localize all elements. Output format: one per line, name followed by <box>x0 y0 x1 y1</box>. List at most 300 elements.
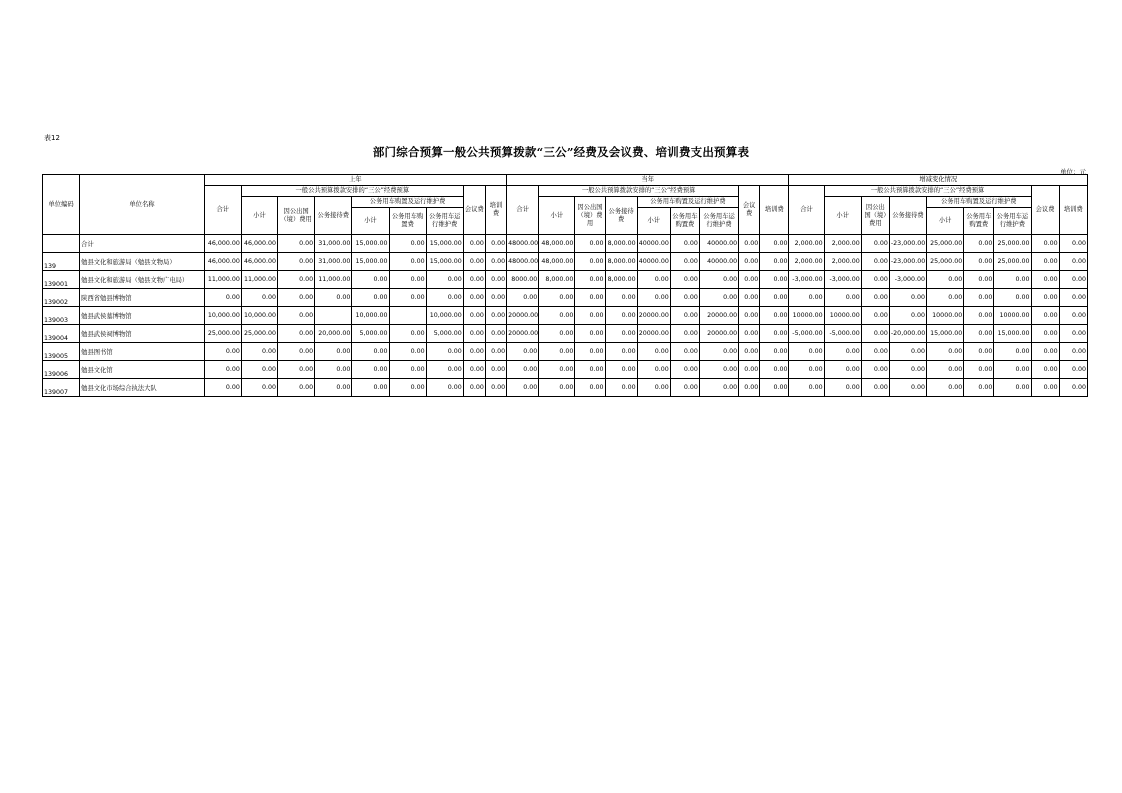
value-cell: 0.00 <box>861 253 889 271</box>
value-cell: 0.00 <box>1031 379 1059 397</box>
value-cell: -5,000.00 <box>824 325 861 343</box>
value-cell: 46,000.00 <box>204 253 241 271</box>
table-row <box>43 379 1088 397</box>
header-meeting: 会议费 <box>1031 186 1059 235</box>
value-cell: 0.00 <box>964 253 994 271</box>
value-cell: 46,000.00 <box>241 235 277 253</box>
value-cell: 0.00 <box>204 343 241 361</box>
table-row <box>43 271 1088 289</box>
value-cell: -23,000.00 <box>889 235 926 253</box>
value-cell: 0.00 <box>670 235 699 253</box>
value-cell: 0.00 <box>637 379 670 397</box>
unit-name-cell: 合计 <box>80 235 205 253</box>
value-cell: 0.00 <box>485 253 506 271</box>
value-cell: 0.00 <box>389 361 426 379</box>
value-cell: 2,000.00 <box>789 235 824 253</box>
value-cell: 0.00 <box>1059 325 1087 343</box>
value-cell: 0.00 <box>352 289 389 307</box>
value-cell: 0.00 <box>1059 307 1087 325</box>
value-cell: 0.00 <box>964 307 994 325</box>
value-cell: 0.00 <box>670 379 699 397</box>
value-cell: 10000.00 <box>994 307 1031 325</box>
value-cell: -5,000.00 <box>789 325 824 343</box>
value-cell: 0.00 <box>670 271 699 289</box>
value-cell: 0.00 <box>1059 343 1087 361</box>
value-cell: 15,000.00 <box>352 235 389 253</box>
table-body <box>43 235 1088 397</box>
value-cell: 0.00 <box>605 379 637 397</box>
value-cell: 20000.00 <box>507 325 539 343</box>
value-cell: 0.00 <box>739 361 760 379</box>
value-cell: 8000.00 <box>507 271 539 289</box>
value-cell: 5,000.00 <box>426 325 463 343</box>
table-number: 表12 <box>44 134 60 142</box>
unit-name-cell: 勉县文化和旅游局（勉县文物局） <box>80 253 205 271</box>
header-vehicle: 公务用车购置及运行维护费 <box>637 197 738 208</box>
value-cell: -3,000.00 <box>824 271 861 289</box>
table-row <box>43 361 1088 379</box>
header-meeting: 会议费 <box>739 186 760 235</box>
value-cell: 0.00 <box>760 289 789 307</box>
value-cell: 0.00 <box>739 343 760 361</box>
header-veh-subtotal: 小计 <box>352 208 389 235</box>
table-row <box>43 253 1088 271</box>
header-sangong: 一般公共预算拨款安排的“三公”经费预算 <box>824 186 1031 197</box>
value-cell: 0.00 <box>426 379 463 397</box>
header-subtotal: 小计 <box>539 197 575 235</box>
value-cell: 0.00 <box>426 361 463 379</box>
value-cell: 0.00 <box>699 289 738 307</box>
value-cell: 0.00 <box>739 289 760 307</box>
unit-name-cell: 勉县武侯墓博物馆 <box>80 307 205 325</box>
value-cell: 0.00 <box>861 289 889 307</box>
value-cell: 0.00 <box>889 379 926 397</box>
value-cell: 8,000.00 <box>605 253 637 271</box>
value-cell: 0.00 <box>204 361 241 379</box>
value-cell: 0.00 <box>241 289 277 307</box>
unit-code-cell: 139003 <box>43 307 80 325</box>
unit-name-cell: 勉县文化馆 <box>80 361 205 379</box>
table-header <box>43 175 1088 235</box>
value-cell: 0.00 <box>824 289 861 307</box>
value-cell: 0.00 <box>1059 253 1087 271</box>
value-cell: 0.00 <box>463 253 485 271</box>
header-veh-running: 公务用车运行维护费 <box>426 208 463 235</box>
value-cell: 0.00 <box>315 361 352 379</box>
value-cell: 2,000.00 <box>824 253 861 271</box>
header-abroad: 因公出国（境）费用 <box>575 197 605 235</box>
value-cell: 0.00 <box>485 307 506 325</box>
value-cell: 0.00 <box>241 361 277 379</box>
header-subtotal: 小计 <box>824 197 861 235</box>
value-cell: 48,000.00 <box>539 253 575 271</box>
value-cell: 0.00 <box>463 271 485 289</box>
value-cell: -23,000.00 <box>889 253 926 271</box>
value-cell: 0.00 <box>670 325 699 343</box>
value-cell: 0.00 <box>789 379 824 397</box>
value-cell: 48000.00 <box>507 253 539 271</box>
value-cell: 0.00 <box>507 289 539 307</box>
value-cell: 0.00 <box>699 271 738 289</box>
value-cell: 0.00 <box>463 379 485 397</box>
value-cell: 0.00 <box>507 343 539 361</box>
value-cell: 0.00 <box>575 343 605 361</box>
value-cell: 0.00 <box>739 307 760 325</box>
value-cell: 0.00 <box>485 271 506 289</box>
value-cell: 0.00 <box>241 343 277 361</box>
value-cell: 25,000.00 <box>994 253 1031 271</box>
value-cell: 8,000.00 <box>539 271 575 289</box>
value-cell: 48,000.00 <box>539 235 575 253</box>
value-cell: 0.00 <box>964 343 994 361</box>
value-cell: 0.00 <box>389 289 426 307</box>
unit-name-cell: 勉县武侯祠博物馆 <box>80 325 205 343</box>
value-cell: 0.00 <box>994 379 1031 397</box>
value-cell: 10000.00 <box>789 307 824 325</box>
header-veh-subtotal: 小计 <box>637 208 670 235</box>
value-cell: 25,000.00 <box>204 325 241 343</box>
header-veh-purchase: 公务用车购置费 <box>389 208 426 235</box>
value-cell: 0.00 <box>539 379 575 397</box>
value-cell: 0.00 <box>204 379 241 397</box>
unit-name-cell: 勉县文化市场综合执法大队 <box>80 379 205 397</box>
value-cell: 0.00 <box>278 289 315 307</box>
value-cell: 0.00 <box>994 361 1031 379</box>
header-reception: 公务接待费 <box>605 197 637 235</box>
value-cell: 0.00 <box>670 289 699 307</box>
value-cell: 0.00 <box>1031 361 1059 379</box>
value-cell: 15,000.00 <box>426 235 463 253</box>
header-vehicle: 公务用车购置及运行维护费 <box>352 197 463 208</box>
value-cell: 46,000.00 <box>204 235 241 253</box>
value-cell: 0.00 <box>964 235 994 253</box>
unit-code-cell: 139001 <box>43 271 80 289</box>
header-training: 培训费 <box>485 186 506 235</box>
value-cell: 0.00 <box>637 271 670 289</box>
value-cell: 0.00 <box>463 325 485 343</box>
header-abroad: 因公出国（境）费用 <box>278 197 315 235</box>
value-cell: 40000.00 <box>637 235 670 253</box>
value-cell: 0.00 <box>760 343 789 361</box>
value-cell: 10000.00 <box>824 307 861 325</box>
unit-code-cell: 139002 <box>43 289 80 307</box>
value-cell: 0.00 <box>463 361 485 379</box>
value-cell: 25,000.00 <box>927 235 964 253</box>
unit-code-cell: 139004 <box>43 325 80 343</box>
value-cell: 0.00 <box>927 361 964 379</box>
value-cell: 0.00 <box>670 253 699 271</box>
value-cell <box>389 307 426 325</box>
header-veh-subtotal: 小计 <box>927 208 964 235</box>
header-training: 培训费 <box>1059 186 1087 235</box>
unit-name-cell: 勉县文化和旅游局（勉县文物广电局） <box>80 271 205 289</box>
budget-table <box>42 174 1088 397</box>
value-cell: 0.00 <box>670 343 699 361</box>
value-cell: 0.00 <box>1059 235 1087 253</box>
value-cell: 0.00 <box>739 271 760 289</box>
value-cell: 0.00 <box>605 325 637 343</box>
value-cell: 0.00 <box>861 271 889 289</box>
value-cell: 40000.00 <box>699 253 738 271</box>
value-cell: 0.00 <box>389 271 426 289</box>
value-cell: 10,000.00 <box>204 307 241 325</box>
value-cell: 0.00 <box>824 343 861 361</box>
value-cell: 0.00 <box>539 361 575 379</box>
unit-name-cell: 陕西省勉县博物馆 <box>80 289 205 307</box>
header-name: 单位名称 <box>80 175 205 235</box>
value-cell: 0.00 <box>539 307 575 325</box>
header-group-prev: 上年 <box>204 175 506 186</box>
value-cell: 0.00 <box>389 325 426 343</box>
value-cell: 20000.00 <box>699 325 738 343</box>
value-cell: 0.00 <box>889 343 926 361</box>
value-cell: 0.00 <box>463 289 485 307</box>
value-cell: 0.00 <box>861 307 889 325</box>
value-cell: 0.00 <box>485 235 506 253</box>
value-cell: 0.00 <box>637 343 670 361</box>
value-cell: 0.00 <box>699 361 738 379</box>
value-cell: 0.00 <box>670 307 699 325</box>
value-cell: 31,000.00 <box>315 253 352 271</box>
value-cell: 0.00 <box>352 271 389 289</box>
value-cell: 15,000.00 <box>352 253 389 271</box>
table-row <box>43 289 1088 307</box>
unit-label: 单位：元 <box>1060 168 1086 176</box>
value-cell: 20000.00 <box>699 307 738 325</box>
value-cell: 0.00 <box>1059 271 1087 289</box>
value-cell: 0.00 <box>575 307 605 325</box>
value-cell: 0.00 <box>278 343 315 361</box>
value-cell: 0.00 <box>485 343 506 361</box>
value-cell: 10,000.00 <box>352 307 389 325</box>
value-cell: 2,000.00 <box>824 235 861 253</box>
header-sangong: 一般公共预算拨款安排的“三公”经费预算 <box>539 186 739 197</box>
value-cell: 0.00 <box>1031 325 1059 343</box>
value-cell: 10000.00 <box>927 307 964 325</box>
value-cell: 0.00 <box>1031 235 1059 253</box>
value-cell: 0.00 <box>575 379 605 397</box>
header-vehicle: 公务用车购置及运行维护费 <box>927 197 1031 208</box>
value-cell: 11,000.00 <box>315 271 352 289</box>
header-veh-purchase: 公务用车购置费 <box>670 208 699 235</box>
value-cell: 0.00 <box>278 379 315 397</box>
value-cell: 10,000.00 <box>426 307 463 325</box>
unit-code-cell: 139006 <box>43 361 80 379</box>
value-cell: 0.00 <box>1059 379 1087 397</box>
header-veh-purchase: 公务用车购置费 <box>964 208 994 235</box>
value-cell: 20000.00 <box>637 325 670 343</box>
value-cell: 0.00 <box>927 379 964 397</box>
value-cell: 0.00 <box>889 289 926 307</box>
value-cell: 25,000.00 <box>994 235 1031 253</box>
value-cell: 0.00 <box>352 379 389 397</box>
header-group-diff: 增减变化情况 <box>789 175 1088 186</box>
value-cell: 0.00 <box>824 361 861 379</box>
value-cell: 0.00 <box>994 343 1031 361</box>
table-row <box>43 307 1088 325</box>
value-cell: 0.00 <box>789 361 824 379</box>
header-total: 合计 <box>507 186 539 235</box>
value-cell: 11,000.00 <box>204 271 241 289</box>
value-cell: 15,000.00 <box>927 325 964 343</box>
value-cell: 0.00 <box>485 325 506 343</box>
value-cell: 0.00 <box>739 325 760 343</box>
value-cell: 0.00 <box>278 235 315 253</box>
value-cell: 0.00 <box>278 325 315 343</box>
value-cell: 0.00 <box>994 271 1031 289</box>
value-cell: 0.00 <box>389 343 426 361</box>
value-cell: 0.00 <box>1031 307 1059 325</box>
header-veh-running: 公务用车运行维护费 <box>994 208 1031 235</box>
value-cell: 0.00 <box>789 289 824 307</box>
value-cell: -20,000.00 <box>889 325 926 343</box>
unit-code-cell: 139007 <box>43 379 80 397</box>
value-cell: 0.00 <box>605 307 637 325</box>
value-cell: 0.00 <box>463 307 485 325</box>
header-total: 合计 <box>204 186 241 235</box>
value-cell: 0.00 <box>315 343 352 361</box>
value-cell: 0.00 <box>760 379 789 397</box>
value-cell: 0.00 <box>964 325 994 343</box>
header-meeting: 会议费 <box>463 186 485 235</box>
value-cell: 0.00 <box>507 361 539 379</box>
value-cell: 0.00 <box>861 379 889 397</box>
value-cell: 0.00 <box>927 343 964 361</box>
value-cell: 25,000.00 <box>927 253 964 271</box>
value-cell: 0.00 <box>1059 361 1087 379</box>
value-cell: 0.00 <box>760 235 789 253</box>
page-title: 部门综合预算一般公共预算拨款“三公”经费及会议费、培训费支出预算表 <box>372 145 750 159</box>
header-total: 合计 <box>789 186 824 235</box>
value-cell: 0.00 <box>760 307 789 325</box>
value-cell: 11,000.00 <box>241 271 277 289</box>
value-cell: 0.00 <box>575 325 605 343</box>
value-cell: 0.00 <box>485 361 506 379</box>
value-cell: 10,000.00 <box>241 307 277 325</box>
value-cell: 0.00 <box>889 361 926 379</box>
value-cell: 0.00 <box>964 379 994 397</box>
unit-code-cell <box>43 235 80 253</box>
header-training: 培训费 <box>760 186 789 235</box>
value-cell: 0.00 <box>760 325 789 343</box>
value-cell: 0.00 <box>1059 289 1087 307</box>
value-cell: 0.00 <box>485 289 506 307</box>
header-code: 单位编码 <box>43 175 80 235</box>
value-cell: 0.00 <box>426 343 463 361</box>
value-cell: 0.00 <box>352 361 389 379</box>
value-cell: 5,000.00 <box>352 325 389 343</box>
value-cell: 0.00 <box>463 235 485 253</box>
value-cell: 0.00 <box>352 343 389 361</box>
header-veh-running: 公务用车运行维护费 <box>699 208 738 235</box>
value-cell: 20000.00 <box>507 307 539 325</box>
value-cell: 0.00 <box>760 271 789 289</box>
value-cell: -3,000.00 <box>889 271 926 289</box>
value-cell: 8,000.00 <box>605 271 637 289</box>
value-cell <box>315 307 352 325</box>
value-cell: 0.00 <box>964 271 994 289</box>
value-cell: 0.00 <box>1031 343 1059 361</box>
value-cell: 0.00 <box>204 289 241 307</box>
value-cell: 0.00 <box>964 361 994 379</box>
value-cell: 0.00 <box>824 379 861 397</box>
value-cell: 0.00 <box>670 361 699 379</box>
value-cell: 0.00 <box>760 361 789 379</box>
value-cell: 20,000.00 <box>315 325 352 343</box>
header-reception: 公务接待费 <box>315 197 352 235</box>
value-cell: 0.00 <box>699 379 738 397</box>
value-cell: 0.00 <box>539 343 575 361</box>
value-cell: 15,000.00 <box>426 253 463 271</box>
value-cell: 40000.00 <box>637 253 670 271</box>
value-cell: 0.00 <box>575 235 605 253</box>
value-cell: 0.00 <box>861 343 889 361</box>
table-row <box>43 325 1088 343</box>
value-cell: 0.00 <box>637 361 670 379</box>
value-cell: 48000.00 <box>507 235 539 253</box>
value-cell: 0.00 <box>637 289 670 307</box>
value-cell: 0.00 <box>927 289 964 307</box>
value-cell: 0.00 <box>927 271 964 289</box>
value-cell: 0.00 <box>315 379 352 397</box>
value-cell: 0.00 <box>605 343 637 361</box>
value-cell: 0.00 <box>605 361 637 379</box>
value-cell: 2,000.00 <box>789 253 824 271</box>
value-cell: 0.00 <box>605 289 637 307</box>
value-cell: 15,000.00 <box>994 325 1031 343</box>
value-cell: -3,000.00 <box>789 271 824 289</box>
header-reception: 公务接待费 <box>889 197 926 235</box>
value-cell: 46,000.00 <box>241 253 277 271</box>
value-cell: 0.00 <box>699 343 738 361</box>
value-cell: 0.00 <box>861 325 889 343</box>
value-cell: 0.00 <box>789 343 824 361</box>
value-cell: 0.00 <box>1031 253 1059 271</box>
table-row <box>43 343 1088 361</box>
unit-name-cell: 勉县图书馆 <box>80 343 205 361</box>
value-cell: 0.00 <box>739 379 760 397</box>
value-cell: 0.00 <box>889 307 926 325</box>
value-cell: 0.00 <box>575 271 605 289</box>
value-cell: 20000.00 <box>637 307 670 325</box>
value-cell: 0.00 <box>861 235 889 253</box>
value-cell: 0.00 <box>994 289 1031 307</box>
unit-code-cell: 139005 <box>43 343 80 361</box>
value-cell: 0.00 <box>278 271 315 289</box>
value-cell: 0.00 <box>1031 289 1059 307</box>
value-cell: 8,000.00 <box>605 235 637 253</box>
value-cell: 25,000.00 <box>241 325 277 343</box>
value-cell: 0.00 <box>964 289 994 307</box>
value-cell: 0.00 <box>278 361 315 379</box>
value-cell: 0.00 <box>463 343 485 361</box>
value-cell: 0.00 <box>426 289 463 307</box>
value-cell: 0.00 <box>539 325 575 343</box>
value-cell: 0.00 <box>278 307 315 325</box>
value-cell: 0.00 <box>575 361 605 379</box>
header-group-cur: 当年 <box>507 175 789 186</box>
value-cell: 0.00 <box>575 253 605 271</box>
value-cell: 0.00 <box>389 253 426 271</box>
value-cell: 0.00 <box>241 379 277 397</box>
unit-code-cell: 139 <box>43 253 80 271</box>
value-cell: 0.00 <box>426 271 463 289</box>
value-cell: 0.00 <box>739 235 760 253</box>
value-cell: 0.00 <box>278 253 315 271</box>
header-abroad: 因公出国（境）费用 <box>861 197 889 235</box>
value-cell: 0.00 <box>315 289 352 307</box>
value-cell: 0.00 <box>389 379 426 397</box>
